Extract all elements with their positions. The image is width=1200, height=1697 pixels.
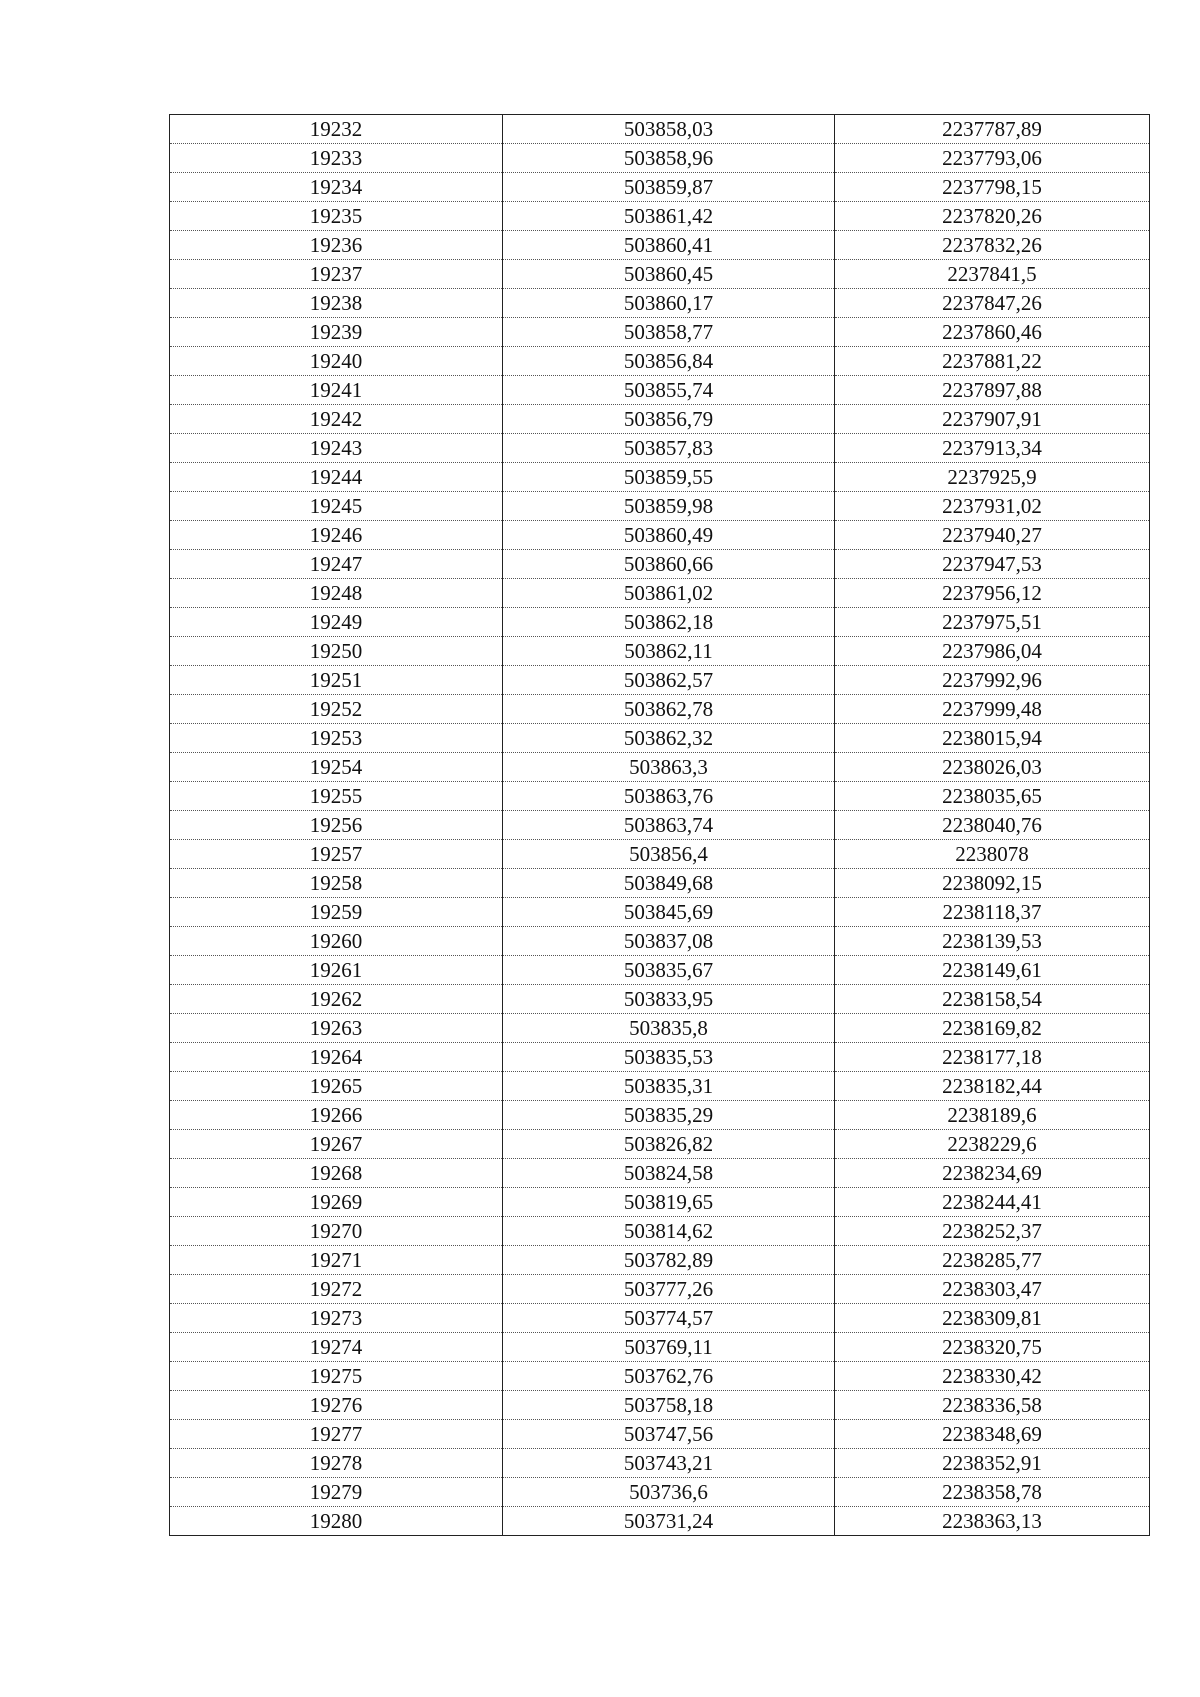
y-coordinate-cell: 2238169,82 <box>835 1014 1150 1043</box>
y-coordinate-cell: 2238149,61 <box>835 956 1150 985</box>
y-coordinate-cell: 2237947,53 <box>835 550 1150 579</box>
y-coordinate-cell: 2238015,94 <box>835 724 1150 753</box>
table-row <box>170 1188 1150 1217</box>
point-number-cell: 19233 <box>170 144 503 173</box>
x-coordinate-cell: 503862,78 <box>503 695 835 724</box>
y-coordinate-cell: 2237986,04 <box>835 637 1150 666</box>
point-number-cell: 19238 <box>170 289 503 318</box>
y-coordinate-cell: 2238118,37 <box>835 898 1150 927</box>
y-coordinate-cell: 2238348,69 <box>835 1420 1150 1449</box>
table-row <box>170 1217 1150 1246</box>
x-coordinate-cell: 503856,84 <box>503 347 835 376</box>
x-coordinate-cell: 503736,6 <box>503 1478 835 1507</box>
y-coordinate-cell: 2238309,81 <box>835 1304 1150 1333</box>
table-row <box>170 1159 1150 1188</box>
point-number-cell: 19261 <box>170 956 503 985</box>
table-row <box>170 318 1150 347</box>
x-coordinate-cell: 503837,08 <box>503 927 835 956</box>
y-coordinate-cell: 2238352,91 <box>835 1449 1150 1478</box>
table-row <box>170 289 1150 318</box>
point-number-cell: 19271 <box>170 1246 503 1275</box>
point-number-cell: 19232 <box>170 115 503 144</box>
y-coordinate-cell: 2237798,15 <box>835 173 1150 202</box>
x-coordinate-cell: 503862,57 <box>503 666 835 695</box>
y-coordinate-cell: 2237860,46 <box>835 318 1150 347</box>
table-row <box>170 521 1150 550</box>
table-row <box>170 666 1150 695</box>
y-coordinate-cell: 2237820,26 <box>835 202 1150 231</box>
point-number-cell: 19247 <box>170 550 503 579</box>
point-number-cell: 19253 <box>170 724 503 753</box>
x-coordinate-cell: 503762,76 <box>503 1362 835 1391</box>
y-coordinate-cell: 2237956,12 <box>835 579 1150 608</box>
table-row <box>170 695 1150 724</box>
table-row <box>170 1101 1150 1130</box>
point-number-cell: 19272 <box>170 1275 503 1304</box>
table-row <box>170 1072 1150 1101</box>
x-coordinate-cell: 503858,03 <box>503 115 835 144</box>
point-number-cell: 19248 <box>170 579 503 608</box>
point-number-cell: 19251 <box>170 666 503 695</box>
x-coordinate-cell: 503731,24 <box>503 1507 835 1536</box>
x-coordinate-cell: 503856,4 <box>503 840 835 869</box>
x-coordinate-cell: 503769,11 <box>503 1333 835 1362</box>
point-number-cell: 19258 <box>170 869 503 898</box>
x-coordinate-cell: 503782,89 <box>503 1246 835 1275</box>
point-number-cell: 19266 <box>170 1101 503 1130</box>
table-row <box>170 869 1150 898</box>
table-row <box>170 144 1150 173</box>
x-coordinate-cell: 503859,55 <box>503 463 835 492</box>
x-coordinate-cell: 503859,98 <box>503 492 835 521</box>
point-number-cell: 19260 <box>170 927 503 956</box>
x-coordinate-cell: 503859,87 <box>503 173 835 202</box>
x-coordinate-cell: 503824,58 <box>503 1159 835 1188</box>
x-coordinate-cell: 503860,66 <box>503 550 835 579</box>
point-number-cell: 19265 <box>170 1072 503 1101</box>
y-coordinate-cell: 2237832,26 <box>835 231 1150 260</box>
table-row <box>170 1507 1150 1536</box>
x-coordinate-cell: 503858,96 <box>503 144 835 173</box>
y-coordinate-cell: 2238035,65 <box>835 782 1150 811</box>
x-coordinate-cell: 503857,83 <box>503 434 835 463</box>
x-coordinate-cell: 503835,53 <box>503 1043 835 1072</box>
table-row <box>170 1362 1150 1391</box>
point-number-cell: 19269 <box>170 1188 503 1217</box>
point-number-cell: 19257 <box>170 840 503 869</box>
y-coordinate-cell: 2238182,44 <box>835 1072 1150 1101</box>
x-coordinate-cell: 503862,18 <box>503 608 835 637</box>
point-number-cell: 19239 <box>170 318 503 347</box>
x-coordinate-cell: 503860,45 <box>503 260 835 289</box>
point-number-cell: 19242 <box>170 405 503 434</box>
table-row <box>170 1275 1150 1304</box>
point-number-cell: 19276 <box>170 1391 503 1420</box>
y-coordinate-cell: 2237881,22 <box>835 347 1150 376</box>
y-coordinate-cell: 2238336,58 <box>835 1391 1150 1420</box>
table-row <box>170 1420 1150 1449</box>
y-coordinate-cell: 2238189,6 <box>835 1101 1150 1130</box>
point-number-cell: 19240 <box>170 347 503 376</box>
table-row <box>170 579 1150 608</box>
table-row <box>170 811 1150 840</box>
point-number-cell: 19250 <box>170 637 503 666</box>
x-coordinate-cell: 503835,29 <box>503 1101 835 1130</box>
y-coordinate-cell: 2237787,89 <box>835 115 1150 144</box>
table-row <box>170 231 1150 260</box>
x-coordinate-cell: 503774,57 <box>503 1304 835 1333</box>
y-coordinate-cell: 2237999,48 <box>835 695 1150 724</box>
point-number-cell: 19234 <box>170 173 503 202</box>
table-row <box>170 492 1150 521</box>
y-coordinate-cell: 2238040,76 <box>835 811 1150 840</box>
table-row <box>170 1246 1150 1275</box>
point-number-cell: 19264 <box>170 1043 503 1072</box>
table-row <box>170 1391 1150 1420</box>
y-coordinate-cell: 2238078 <box>835 840 1150 869</box>
y-coordinate-cell: 2238358,78 <box>835 1478 1150 1507</box>
point-number-cell: 19280 <box>170 1507 503 1536</box>
point-number-cell: 19278 <box>170 1449 503 1478</box>
point-number-cell: 19235 <box>170 202 503 231</box>
y-coordinate-cell: 2238026,03 <box>835 753 1150 782</box>
coordinates-table-body <box>170 115 1150 1536</box>
x-coordinate-cell: 503856,79 <box>503 405 835 434</box>
x-coordinate-cell: 503826,82 <box>503 1130 835 1159</box>
x-coordinate-cell: 503855,74 <box>503 376 835 405</box>
table-row <box>170 434 1150 463</box>
point-number-cell: 19254 <box>170 753 503 782</box>
x-coordinate-cell: 503758,18 <box>503 1391 835 1420</box>
table-row <box>170 1043 1150 1072</box>
y-coordinate-cell: 2238177,18 <box>835 1043 1150 1072</box>
x-coordinate-cell: 503835,67 <box>503 956 835 985</box>
point-number-cell: 19274 <box>170 1333 503 1362</box>
table-row <box>170 202 1150 231</box>
table-row <box>170 985 1150 1014</box>
point-number-cell: 19256 <box>170 811 503 840</box>
y-coordinate-cell: 2237931,02 <box>835 492 1150 521</box>
point-number-cell: 19236 <box>170 231 503 260</box>
x-coordinate-cell: 503777,26 <box>503 1275 835 1304</box>
table-row <box>170 1333 1150 1362</box>
table-row <box>170 956 1150 985</box>
x-coordinate-cell: 503819,65 <box>503 1188 835 1217</box>
y-coordinate-cell: 2238252,37 <box>835 1217 1150 1246</box>
y-coordinate-cell: 2237841,5 <box>835 260 1150 289</box>
x-coordinate-cell: 503861,42 <box>503 202 835 231</box>
table-row <box>170 1478 1150 1507</box>
table-row <box>170 550 1150 579</box>
table-row <box>170 898 1150 927</box>
x-coordinate-cell: 503835,31 <box>503 1072 835 1101</box>
point-number-cell: 19262 <box>170 985 503 1014</box>
point-number-cell: 19268 <box>170 1159 503 1188</box>
x-coordinate-cell: 503862,11 <box>503 637 835 666</box>
x-coordinate-cell: 503858,77 <box>503 318 835 347</box>
y-coordinate-cell: 2238363,13 <box>835 1507 1150 1536</box>
y-coordinate-cell: 2238330,42 <box>835 1362 1150 1391</box>
table-row <box>170 405 1150 434</box>
table-row <box>170 608 1150 637</box>
table-row <box>170 376 1150 405</box>
y-coordinate-cell: 2238139,53 <box>835 927 1150 956</box>
y-coordinate-cell: 2237793,06 <box>835 144 1150 173</box>
point-number-cell: 19273 <box>170 1304 503 1333</box>
y-coordinate-cell: 2238092,15 <box>835 869 1150 898</box>
point-number-cell: 19245 <box>170 492 503 521</box>
point-number-cell: 19267 <box>170 1130 503 1159</box>
table-row <box>170 260 1150 289</box>
point-number-cell: 19249 <box>170 608 503 637</box>
point-number-cell: 19275 <box>170 1362 503 1391</box>
x-coordinate-cell: 503860,41 <box>503 231 835 260</box>
table-row <box>170 173 1150 202</box>
y-coordinate-cell: 2237975,51 <box>835 608 1150 637</box>
table-row <box>170 927 1150 956</box>
table-row <box>170 1304 1150 1333</box>
y-coordinate-cell: 2238303,47 <box>835 1275 1150 1304</box>
x-coordinate-cell: 503833,95 <box>503 985 835 1014</box>
y-coordinate-cell: 2238158,54 <box>835 985 1150 1014</box>
point-number-cell: 19259 <box>170 898 503 927</box>
point-number-cell: 19255 <box>170 782 503 811</box>
table-row <box>170 1130 1150 1159</box>
point-number-cell: 19246 <box>170 521 503 550</box>
table-row <box>170 753 1150 782</box>
point-number-cell: 19270 <box>170 1217 503 1246</box>
point-number-cell: 19243 <box>170 434 503 463</box>
table-row <box>170 463 1150 492</box>
table-row <box>170 840 1150 869</box>
y-coordinate-cell: 2237940,27 <box>835 521 1150 550</box>
point-number-cell: 19279 <box>170 1478 503 1507</box>
x-coordinate-cell: 503747,56 <box>503 1420 835 1449</box>
table-row <box>170 782 1150 811</box>
y-coordinate-cell: 2237897,88 <box>835 376 1150 405</box>
x-coordinate-cell: 503860,17 <box>503 289 835 318</box>
y-coordinate-cell: 2238285,77 <box>835 1246 1150 1275</box>
y-coordinate-cell: 2238234,69 <box>835 1159 1150 1188</box>
table-row <box>170 637 1150 666</box>
y-coordinate-cell: 2237913,34 <box>835 434 1150 463</box>
y-coordinate-cell: 2238229,6 <box>835 1130 1150 1159</box>
x-coordinate-cell: 503861,02 <box>503 579 835 608</box>
y-coordinate-cell: 2238244,41 <box>835 1188 1150 1217</box>
table-row <box>170 724 1150 753</box>
x-coordinate-cell: 503862,32 <box>503 724 835 753</box>
point-number-cell: 19252 <box>170 695 503 724</box>
x-coordinate-cell: 503863,3 <box>503 753 835 782</box>
table-row <box>170 1014 1150 1043</box>
point-number-cell: 19237 <box>170 260 503 289</box>
y-coordinate-cell: 2237907,91 <box>835 405 1150 434</box>
table-row <box>170 347 1150 376</box>
x-coordinate-cell: 503863,74 <box>503 811 835 840</box>
y-coordinate-cell: 2237992,96 <box>835 666 1150 695</box>
y-coordinate-cell: 2238320,75 <box>835 1333 1150 1362</box>
point-number-cell: 19263 <box>170 1014 503 1043</box>
x-coordinate-cell: 503743,21 <box>503 1449 835 1478</box>
point-number-cell: 19244 <box>170 463 503 492</box>
x-coordinate-cell: 503863,76 <box>503 782 835 811</box>
y-coordinate-cell: 2237847,26 <box>835 289 1150 318</box>
x-coordinate-cell: 503845,69 <box>503 898 835 927</box>
y-coordinate-cell: 2237925,9 <box>835 463 1150 492</box>
table-row <box>170 115 1150 144</box>
x-coordinate-cell: 503849,68 <box>503 869 835 898</box>
table-row <box>170 1449 1150 1478</box>
x-coordinate-cell: 503860,49 <box>503 521 835 550</box>
coordinates-table <box>169 114 1150 1536</box>
point-number-cell: 19241 <box>170 376 503 405</box>
x-coordinate-cell: 503814,62 <box>503 1217 835 1246</box>
point-number-cell: 19277 <box>170 1420 503 1449</box>
x-coordinate-cell: 503835,8 <box>503 1014 835 1043</box>
